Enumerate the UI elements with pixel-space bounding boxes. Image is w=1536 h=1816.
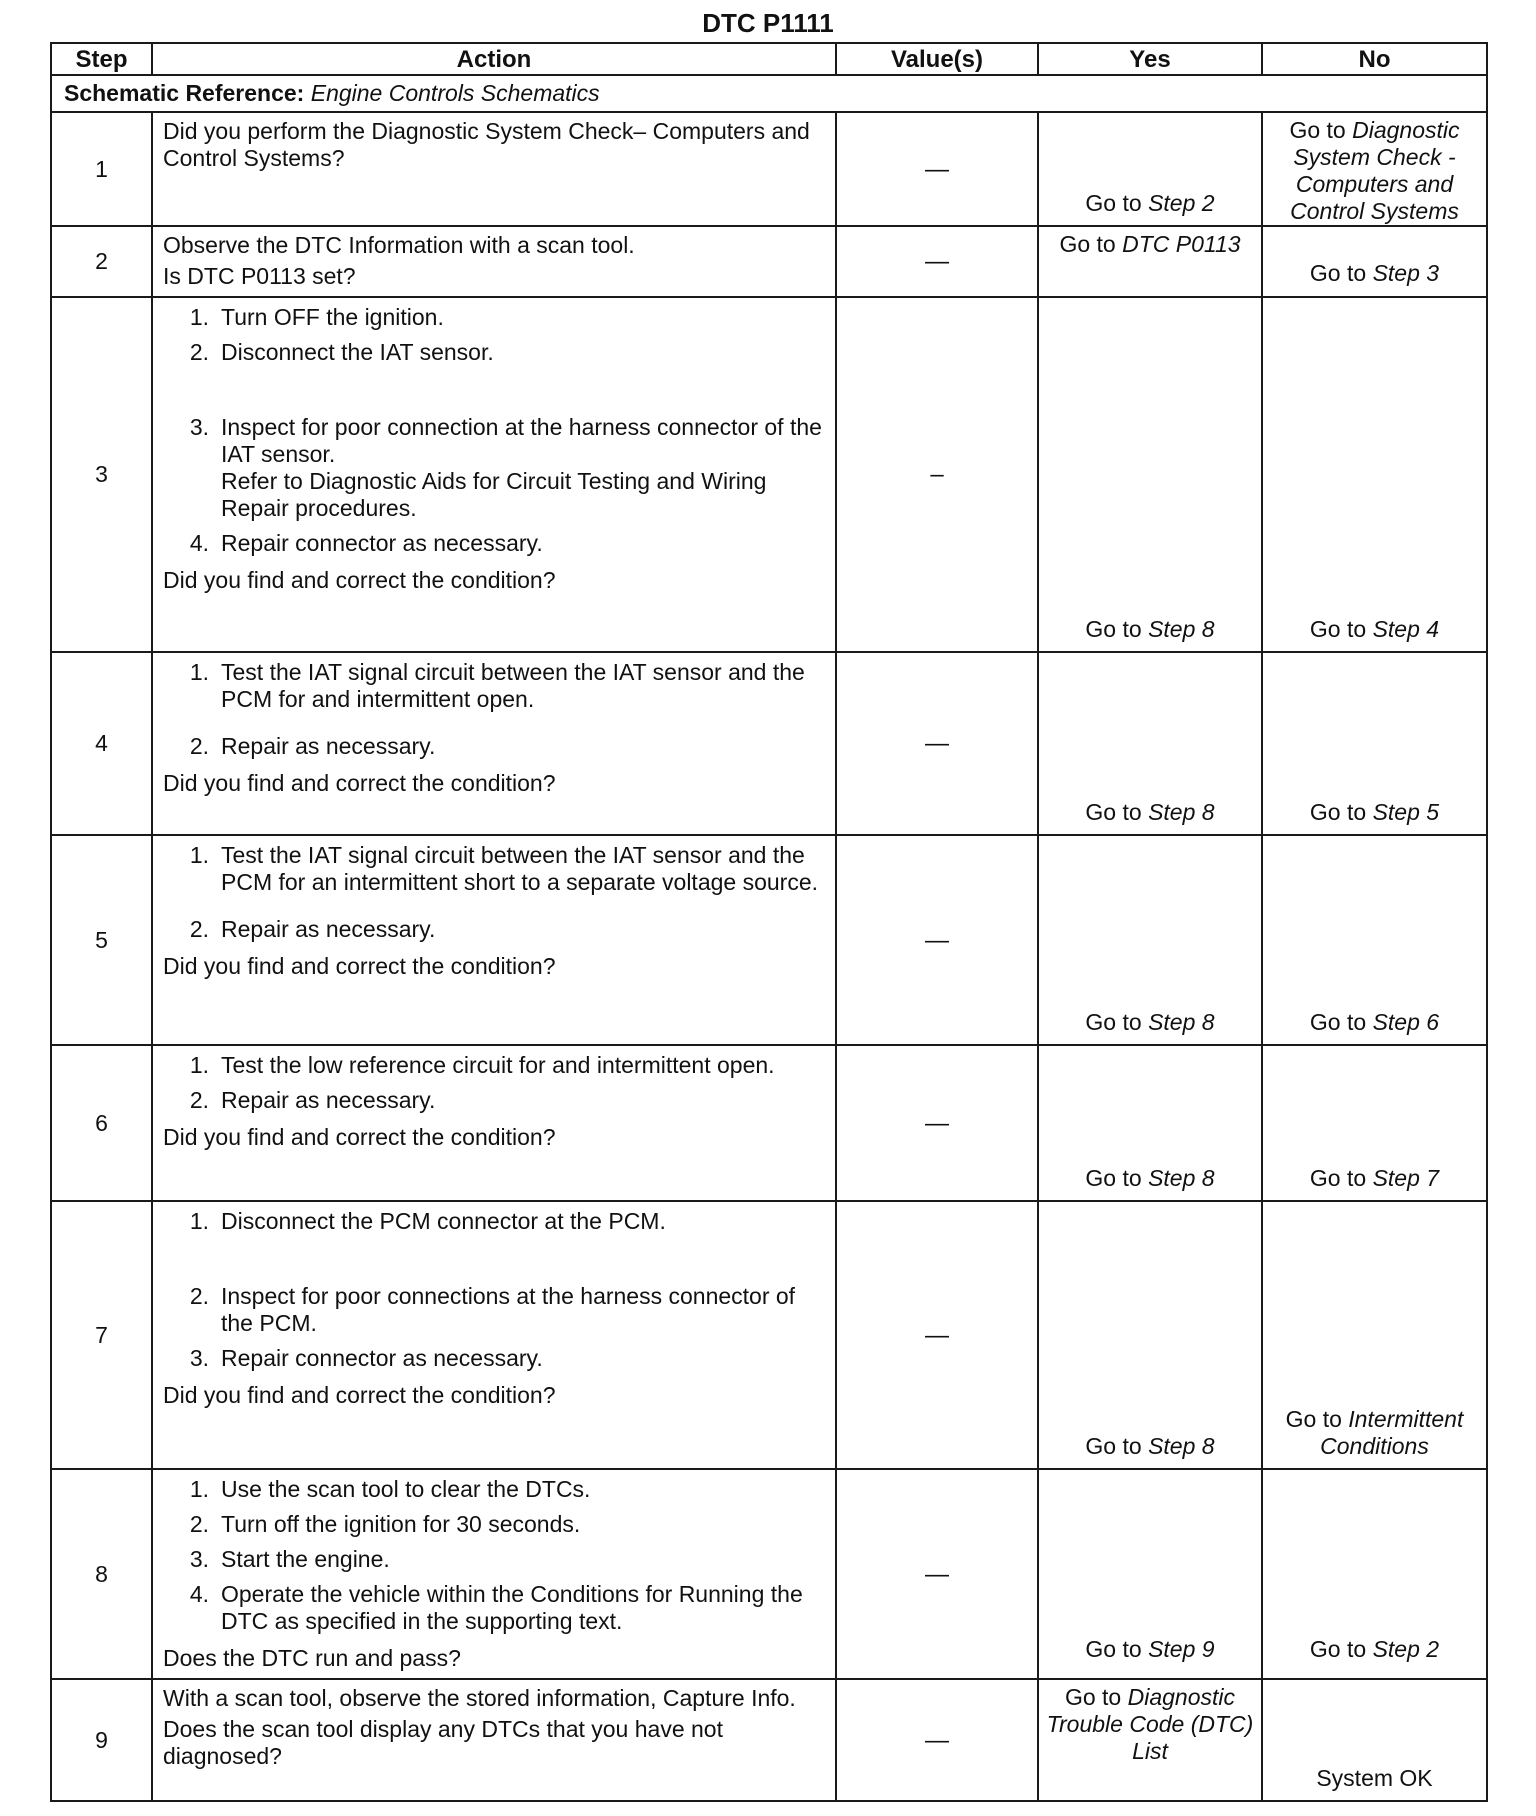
- action-steps-list: [163, 842, 825, 943]
- yes-cell: [1038, 652, 1262, 835]
- action-step-text: Turn off the ignition for 30 seconds.: [221, 1511, 581, 1537]
- value-dash: —: [925, 248, 949, 275]
- no-cell: [1262, 1679, 1487, 1801]
- yes-prefix: Go to: [1085, 1636, 1142, 1662]
- no-action: [1269, 1406, 1480, 1460]
- action-intro-text: Observe the DTC Information with a scan tool.: [163, 232, 635, 258]
- action-step: [163, 339, 825, 366]
- no-cell: [1262, 1201, 1487, 1469]
- no-prefix: Go to: [1285, 1406, 1342, 1432]
- action-step-number: 2.: [189, 339, 209, 365]
- header-yes: Yes: [1038, 43, 1262, 75]
- value-dash: —: [925, 1560, 949, 1588]
- action-step: [163, 1283, 825, 1337]
- no-cell: [1262, 226, 1487, 297]
- yes-target: DTC P0113: [1122, 231, 1241, 257]
- value-dash: —: [925, 730, 949, 757]
- yes-prefix: Go to: [1059, 231, 1116, 257]
- no-cell: [1262, 1045, 1487, 1201]
- action-step: [163, 1052, 825, 1079]
- action-cell: [152, 1679, 836, 1801]
- action-cell: [152, 1201, 836, 1469]
- action-step-number: 4.: [189, 1581, 209, 1607]
- action-step-text: Inspect for poor connection at the harness connector of the IAT sensor.: [221, 414, 822, 467]
- action-step-text: Inspect for poor connections at the harness connector of the PCM.: [221, 1283, 796, 1336]
- no-target: Step 3: [1372, 260, 1440, 286]
- action-step-number: 3.: [189, 414, 209, 440]
- action-question: Does the scan tool display any DTCs that you have not diagnosed?: [163, 1716, 723, 1769]
- no-target: Step 7: [1372, 1165, 1440, 1191]
- step-number: 7: [51, 1201, 152, 1469]
- yes-target: Step 8: [1148, 1165, 1215, 1191]
- action-step-text: Test the IAT signal circuit between the IAT sensor and the PCM for an intermittent short to a separate voltage source.: [221, 842, 819, 895]
- value-cell: [836, 652, 1038, 835]
- yes-target: Step 8: [1148, 1433, 1215, 1459]
- action-step-number: 3.: [189, 1546, 209, 1572]
- action-step-text: Repair connector as necessary.: [221, 1345, 543, 1371]
- action-step: [163, 916, 825, 943]
- no-target: Intermittent Conditions: [1320, 1406, 1464, 1459]
- no-prefix: Go to: [1309, 260, 1367, 286]
- action-step-text: Repair connector as necessary.: [221, 530, 543, 556]
- value-dash: –: [930, 461, 944, 488]
- no-cell: [1262, 297, 1487, 652]
- action-step-number: 2.: [189, 916, 209, 942]
- step-number: 4: [51, 652, 152, 835]
- action-step-text: Operate the vehicle within the Conditions for Running the DTC as specified in the supporting text.: [221, 1581, 803, 1634]
- value-cell: [836, 1679, 1038, 1801]
- step-number: 3: [51, 297, 152, 652]
- schematic-reference-row: [51, 75, 1487, 112]
- header-step: Step: [51, 43, 152, 75]
- reference-label: Schematic Reference:: [64, 80, 305, 106]
- value-dash: —: [925, 1726, 949, 1754]
- action-cell: [152, 1045, 836, 1201]
- action-step: [163, 733, 825, 760]
- action-intro: [163, 232, 825, 259]
- action-steps-list: [163, 1208, 825, 1372]
- value-cell: [836, 835, 1038, 1045]
- action-step-text: Disconnect the IAT sensor.: [221, 339, 494, 365]
- dtc-table: [50, 42, 1488, 1802]
- yes-target: Step 8: [1148, 799, 1215, 825]
- yes-cell: [1038, 1679, 1262, 1801]
- yes-cell: [1038, 297, 1262, 652]
- header-row: [51, 43, 1487, 75]
- no-cell: [1262, 112, 1487, 226]
- header-action: Action: [152, 43, 836, 75]
- yes-action: [1085, 190, 1214, 217]
- no-prefix: Go to: [1309, 1165, 1367, 1191]
- no-prefix: Go to: [1309, 1636, 1367, 1662]
- yes-action: [1085, 1165, 1214, 1192]
- no-target: Step 4: [1372, 616, 1440, 642]
- action-steps-list: [163, 1476, 825, 1635]
- document-title: DTC P1111: [702, 8, 834, 38]
- action-step-number: 2.: [189, 1511, 209, 1537]
- no-target: Step 5: [1372, 799, 1440, 825]
- action-steps-list: [163, 659, 825, 760]
- step-number: 1: [51, 112, 152, 226]
- yes-action: [1059, 231, 1240, 258]
- value-cell: [836, 1469, 1038, 1679]
- value-cell: [836, 112, 1038, 226]
- action-cell: [152, 1469, 836, 1679]
- yes-target: Step 8: [1148, 616, 1215, 642]
- value-cell: [836, 226, 1038, 297]
- action-step: [163, 1208, 825, 1235]
- no-action: [1310, 799, 1439, 826]
- header-no: No: [1262, 43, 1487, 75]
- action-question: Did you find and correct the condition?: [163, 770, 556, 796]
- action-question: Did you find and correct the condition?: [163, 1124, 556, 1150]
- yes-target: Step 2: [1148, 190, 1215, 216]
- yes-action: [1085, 1636, 1214, 1663]
- yes-cell: [1038, 1201, 1262, 1469]
- no-action: [1310, 1009, 1439, 1036]
- no-target: Diagnostic System Check - Computers and Control Systems: [1290, 117, 1460, 224]
- no-target: System OK: [1316, 1765, 1433, 1791]
- action-step: [163, 1581, 825, 1635]
- no-action: [1310, 616, 1439, 643]
- value-dash: —: [925, 926, 949, 954]
- action-intro-text: Did you perform the Diagnostic System Check– Computers and Control Systems?: [163, 118, 810, 171]
- action-question: Did you find and correct the condition?: [163, 953, 556, 979]
- yes-action: [1085, 616, 1214, 643]
- yes-cell: [1038, 1469, 1262, 1679]
- table-row: [51, 112, 1487, 226]
- no-action: [1310, 1165, 1439, 1192]
- yes-prefix: Go to: [1085, 190, 1142, 216]
- action-step: [163, 1476, 825, 1503]
- action-step-number: 4.: [189, 530, 209, 556]
- action-step-number: 3.: [189, 1345, 209, 1371]
- no-cell: [1262, 652, 1487, 835]
- action-step-number: 1.: [189, 842, 209, 868]
- action-step-text: Disconnect the PCM connector at the PCM.: [221, 1208, 666, 1234]
- no-action: [1269, 117, 1480, 225]
- action-cell: [152, 226, 836, 297]
- action-intro: [163, 1685, 825, 1712]
- yes-target: Diagnostic Trouble Code (DTC) List: [1046, 1684, 1254, 1764]
- no-action: [1316, 1765, 1432, 1792]
- action-step-text: Start the engine.: [221, 1546, 390, 1572]
- action-step: [163, 1345, 825, 1372]
- yes-action: [1085, 799, 1214, 826]
- step-number: 6: [51, 1045, 152, 1201]
- table-row: [51, 226, 1487, 297]
- action-step: [163, 1546, 825, 1573]
- yes-prefix: Go to: [1085, 799, 1142, 825]
- table-row: [51, 835, 1487, 1045]
- header-values: Value(s): [836, 43, 1038, 75]
- action-step-text: Turn OFF the ignition.: [221, 304, 444, 330]
- action-step-note: Refer to Diagnostic Aids for Circuit Testing and Wiring Repair procedures.: [221, 468, 767, 521]
- action-step-text: Repair as necessary.: [221, 1087, 436, 1113]
- table-row: [51, 1045, 1487, 1201]
- action-step: [163, 414, 825, 522]
- no-prefix: Go to: [1309, 1009, 1367, 1035]
- schematic-reference: [51, 75, 1487, 112]
- action-question: Is DTC P0113 set?: [163, 263, 356, 289]
- action-step-text: Repair as necessary.: [221, 916, 436, 942]
- yes-prefix: Go to: [1064, 1684, 1122, 1710]
- action-intro: [163, 118, 825, 172]
- no-target: Step 6: [1372, 1009, 1440, 1035]
- action-step: [163, 659, 825, 713]
- reference-value: Engine Controls Schematics: [310, 80, 600, 106]
- value-dash: —: [925, 155, 949, 183]
- action-cell: [152, 652, 836, 835]
- yes-prefix: Go to: [1085, 616, 1142, 642]
- action-step-text: Test the low reference circuit for and intermittent open.: [221, 1052, 775, 1078]
- action-step-number: 2.: [189, 733, 209, 759]
- yes-action: [1085, 1009, 1214, 1036]
- value-cell: [836, 1201, 1038, 1469]
- step-number: 5: [51, 835, 152, 1045]
- yes-cell: [1038, 226, 1262, 297]
- yes-target: Step 9: [1148, 1636, 1215, 1662]
- action-cell: [152, 112, 836, 226]
- action-intro-text: With a scan tool, observe the stored information, Capture Info.: [163, 1685, 796, 1711]
- action-step: [163, 1087, 825, 1114]
- action-question: Does the DTC run and pass?: [163, 1645, 461, 1671]
- value-dash: —: [925, 1109, 949, 1137]
- action-step-text: Repair as necessary.: [221, 733, 436, 759]
- no-prefix: Go to: [1309, 616, 1367, 642]
- table-row: [51, 1201, 1487, 1469]
- action-step-number: 2.: [189, 1283, 209, 1309]
- yes-action: [1085, 1433, 1214, 1460]
- action-cell: [152, 297, 836, 652]
- yes-cell: [1038, 835, 1262, 1045]
- no-prefix: Go to: [1289, 117, 1346, 143]
- yes-cell: [1038, 112, 1262, 226]
- value-cell: [836, 1045, 1038, 1201]
- table-row: [51, 652, 1487, 835]
- yes-prefix: Go to: [1085, 1165, 1142, 1191]
- action-step-text: Use the scan tool to clear the DTCs.: [221, 1476, 591, 1502]
- action-question: Did you find and correct the condition?: [163, 567, 556, 593]
- step-number: 2: [51, 226, 152, 297]
- action-cell: [152, 835, 836, 1045]
- action-step: [163, 1511, 825, 1538]
- value-cell: [836, 297, 1038, 652]
- yes-cell: [1038, 1045, 1262, 1201]
- action-step-number: 2.: [189, 1087, 209, 1113]
- step-number: 9: [51, 1679, 152, 1801]
- step-number: 8: [51, 1469, 152, 1679]
- table-row: [51, 1469, 1487, 1679]
- action-steps-list: [163, 1052, 825, 1114]
- action-step-number: 1.: [189, 304, 209, 330]
- no-action: [1310, 260, 1439, 287]
- no-action: [1310, 1636, 1439, 1663]
- table-row: [51, 1679, 1487, 1801]
- no-cell: [1262, 835, 1487, 1045]
- action-step-number: 1.: [189, 659, 209, 685]
- action-step-number: 1.: [189, 1476, 209, 1502]
- yes-target: Step 8: [1148, 1009, 1215, 1035]
- action-step: [163, 530, 825, 557]
- yes-prefix: Go to: [1085, 1433, 1142, 1459]
- action-step-text: Test the IAT signal circuit between the IAT sensor and the PCM for and intermittent open.: [221, 659, 805, 712]
- action-step-number: 1.: [189, 1052, 209, 1078]
- no-target: Step 2: [1372, 1636, 1440, 1662]
- action-step: [163, 304, 825, 331]
- no-prefix: Go to: [1309, 799, 1367, 825]
- value-dash: —: [925, 1321, 949, 1349]
- action-step-number: 1.: [189, 1208, 209, 1234]
- action-steps-list: [163, 304, 825, 557]
- yes-prefix: Go to: [1085, 1009, 1142, 1035]
- table-row: [51, 297, 1487, 652]
- no-cell: [1262, 1469, 1487, 1679]
- action-question: Did you find and correct the condition?: [163, 1382, 556, 1408]
- action-step: [163, 842, 825, 896]
- yes-action: [1045, 1684, 1255, 1765]
